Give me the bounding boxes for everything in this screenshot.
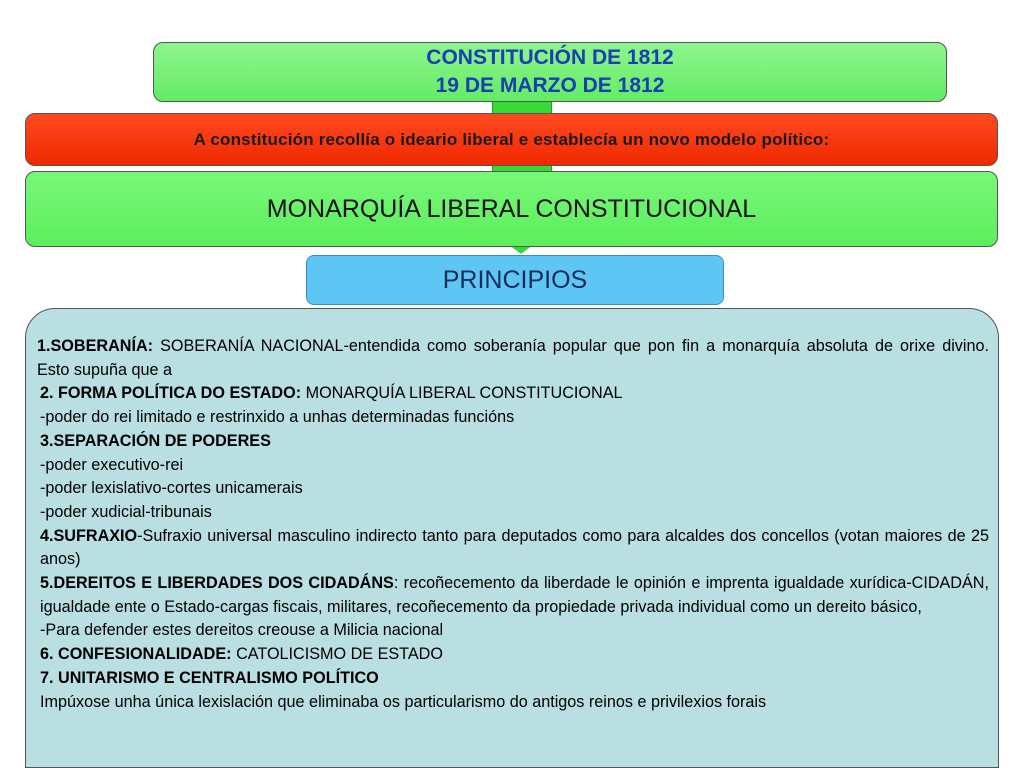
principle-5 — [37, 572, 989, 619]
principle-3-head: 3.SEPARACIÓN DE PODERES — [40, 431, 271, 450]
title-line-2: 19 DE MARZO DE 1812 — [435, 74, 665, 97]
principle-3-line-1: -poder executivo-rei — [40, 455, 184, 474]
principle-6 — [37, 643, 989, 667]
title-line-1: CONSTITUCIÓN DE 1812 — [426, 46, 674, 69]
principle-4-head: 4.SUFRAXIO — [40, 526, 138, 545]
model-text: MONARQUÍA LIBERAL CONSTITUCIONAL — [266, 194, 757, 223]
principle-1 — [37, 335, 989, 382]
principle-3-line-2: -poder lexislativo-cortes unicamerais — [40, 479, 303, 498]
principle-7 — [37, 667, 989, 691]
principle-3-line-3: -poder xudicial-tribunais — [40, 502, 212, 521]
title-box — [153, 42, 947, 102]
principles-title: PRINCIPIOS — [442, 265, 588, 294]
principles-content — [25, 308, 999, 768]
principle-5-text: : recoñecemento da liberdade le opinión e imprenta igualdade xurídica-CIDADÁN, igualdade ente o Estado-cargas fiscais, militares, recoñecemento da propiedade privada individual como un dereito básico, — [40, 574, 989, 616]
principle-2-head: 2. FORMA POLÍTICA DO ESTADO: — [40, 384, 302, 403]
principle-6-head: 6. CONFESIONALIDADE: — [40, 645, 232, 664]
principle-7-line: Impúxose unha única lexislación que eliminaba os particularismo do antigos reinos e privilexios forais — [40, 692, 767, 711]
principles-title-box — [306, 255, 724, 305]
principle-4-text: -Sufraxio universal masculino indirecto tanto para deputados como para alcaldes dos concellos (votan maiores de 25 anos) — [40, 526, 989, 569]
principle-2-line: -poder do rei limitado e restrinxido a unhas determinadas funcións — [40, 408, 515, 427]
principle-1-text: SOBERANÍA NACIONAL-entendida como soberanía popular que pon fin a monarquía absoluta de orixe divino. Esto supuña que a — [37, 337, 989, 379]
principle-6-text: CATOLICISMO DE ESTADO — [231, 645, 443, 664]
intro-text: A constitución recollía o ideario liberal e establecía un novo modelo político: — [193, 129, 830, 149]
principle-3 — [37, 430, 989, 454]
intro-box — [25, 113, 998, 166]
principle-1-head: 1.SOBERANÍA: — [37, 337, 154, 355]
model-box — [25, 171, 998, 247]
principle-5-line: -Para defender estes dereitos creouse a Milicia nacional — [40, 621, 444, 640]
principle-7-head: 7. UNITARISMO E CENTRALISMO POLÍTICO — [40, 668, 379, 687]
principle-4 — [37, 525, 989, 572]
principle-5-head: 5.DEREITOS E LIBERDADES DOS CIDADÁNS — [40, 574, 394, 593]
principle-2 — [37, 382, 989, 406]
principle-2-text: MONARQUÍA LIBERAL CONSTITUCIONAL — [301, 384, 623, 403]
